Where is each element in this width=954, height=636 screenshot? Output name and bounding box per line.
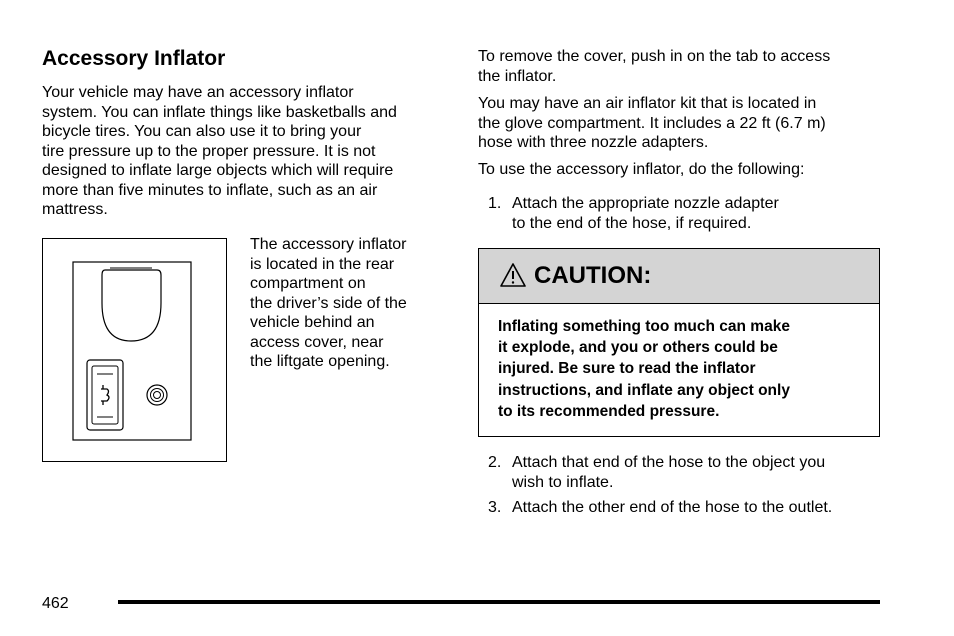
remove-cover-paragraph [478, 47, 830, 86]
intro-line: mattress. [42, 201, 108, 218]
location-line: The accessory inflator [250, 236, 407, 253]
caution-line: instructions, and inflate any object only [498, 381, 790, 399]
step-text: Attach the appropriate nozzle adapter [512, 195, 779, 212]
location-line: access cover, near [250, 333, 384, 351]
page-number: 462 [42, 595, 69, 612]
caution-line: it explode, and you or others could be [498, 339, 778, 357]
use-intro: To use the accessory inflator, do the following: [478, 161, 805, 178]
warning-triangle-icon [499, 262, 527, 288]
caution-line: Inflating something too much can make [498, 318, 790, 335]
intro-line: more than five minutes to inflate, such as an air [42, 181, 378, 199]
caution-line: injured. Be sure to read the inflator [498, 360, 756, 378]
step-number: 3. [488, 499, 502, 516]
intro-paragraph [42, 83, 397, 220]
location-paragraph [250, 235, 407, 372]
caution-box [478, 248, 880, 437]
kit-paragraph [478, 94, 826, 153]
kit-line: hose with three nozzle adapters. [478, 134, 709, 151]
location-line: vehicle behind an [250, 314, 375, 331]
section-heading: Accessory Inflator [42, 47, 226, 70]
intro-line: tire pressure up to the proper pressure. It is not [42, 142, 376, 160]
intro-line: designed to inflate large objects which will require [42, 162, 394, 179]
step-text: to the end of the hose, if required. [512, 214, 752, 232]
remove-cover-line: To remove the cover, push in on the tab to access [478, 48, 831, 65]
inflator-illustration [42, 238, 227, 462]
location-line: the driver’s side of the [250, 294, 407, 312]
intro-line: Your vehicle may have an accessory inflator [42, 84, 354, 101]
step-text: Attach that end of the hose to the object you [512, 454, 826, 471]
step-number: 2. [488, 454, 502, 471]
rocker-switch [92, 366, 118, 424]
remove-cover-line: the inflator. [478, 67, 557, 85]
step-text: Attach the other end of the hose to the outlet. [512, 499, 833, 516]
intro-line: system. You can inflate things like basketballs and [42, 103, 397, 121]
caution-line: to its recommended pressure. [498, 402, 720, 420]
inflator-outlet-drawing [43, 239, 225, 460]
location-line: compartment on [250, 275, 366, 292]
kit-line: the glove compartment. It includes a 22 ft (6.7 m) [478, 114, 826, 132]
intro-line: bicycle tires. You can also use it to bring your [42, 123, 362, 140]
caution-text [498, 316, 790, 422]
access-cover [102, 270, 161, 341]
step-number: 1. [488, 195, 502, 212]
location-line: is located in the rear [250, 255, 395, 273]
location-line: the liftgate opening. [250, 353, 390, 370]
step-text: wish to inflate. [512, 473, 614, 491]
caution-header [479, 249, 879, 304]
caution-title: CAUTION: [534, 262, 652, 289]
footer-rule [118, 600, 880, 604]
kit-line: You may have an air inflator kit that is located in [478, 95, 817, 112]
